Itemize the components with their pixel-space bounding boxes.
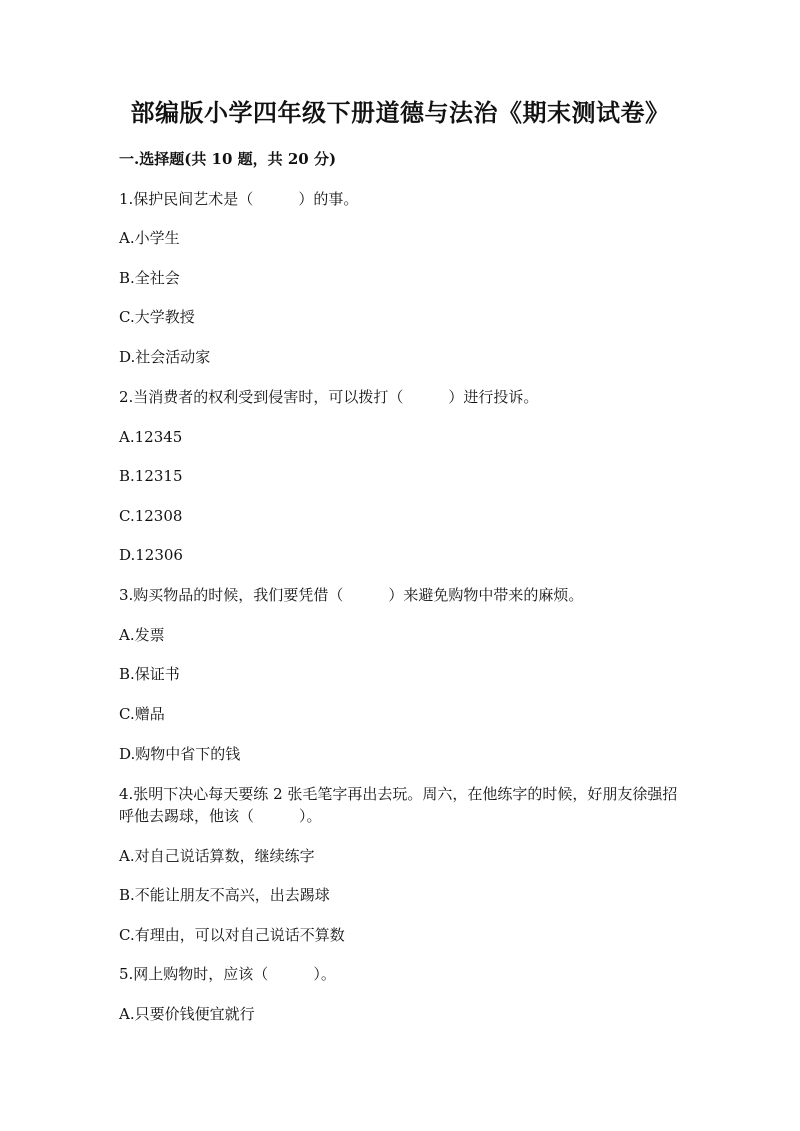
question-3-option-c[interactable]: C.赠品 xyxy=(119,705,165,723)
question-3-option-b[interactable]: B.保证书 xyxy=(119,665,180,683)
question-3-option-a[interactable]: A.发票 xyxy=(119,626,165,644)
question-3-option-d[interactable]: D.购物中省下的钱 xyxy=(119,745,241,763)
question-2-option-b[interactable]: B.12315 xyxy=(119,467,183,485)
question-2-option-c[interactable]: C.12308 xyxy=(119,507,183,525)
question-4-stem: 4.张明下决心每天要练 2 张毛笔字再出去玩。周六，在他练字的时候，好朋友徐强招呼他去踢球，他该（ ）。 xyxy=(119,785,678,825)
question-3-stem: 3.购买物品的时候，我们要凭借（ ）来避免购物中带来的麻烦。 xyxy=(119,586,584,604)
question-1-option-b[interactable]: B.全社会 xyxy=(119,269,180,287)
question-4-option-a[interactable]: A.对自己说话算数，继续练字 xyxy=(119,847,315,865)
section-heading: 一.选择题(共 10 题，共 20 分) xyxy=(119,150,337,168)
question-2-stem: 2.当消费者的权利受到侵害时，可以拨打（ ）进行投诉。 xyxy=(119,388,539,406)
question-2-option-d[interactable]: D.12306 xyxy=(119,546,183,564)
question-5-stem: 5.网上购物时，应该（ ）。 xyxy=(119,965,336,983)
exam-title: 部编版小学四年级下册道德与法治《期末测试卷》 xyxy=(130,98,670,127)
question-1-option-a[interactable]: A.小学生 xyxy=(119,229,180,247)
question-4-option-c[interactable]: C.有理由，可以对自己说话不算数 xyxy=(119,926,345,944)
question-5-option-a[interactable]: A.只要价钱便宜就行 xyxy=(119,1005,255,1023)
question-1-option-d[interactable]: D.社会活动家 xyxy=(119,348,211,366)
question-1-stem: 1.保护民间艺术是（ ）的事。 xyxy=(119,190,359,208)
question-4-option-b[interactable]: B.不能让朋友不高兴，出去踢球 xyxy=(119,886,330,904)
question-2-option-a[interactable]: A.12345 xyxy=(119,428,183,446)
question-1-option-c[interactable]: C.大学教授 xyxy=(119,308,195,326)
